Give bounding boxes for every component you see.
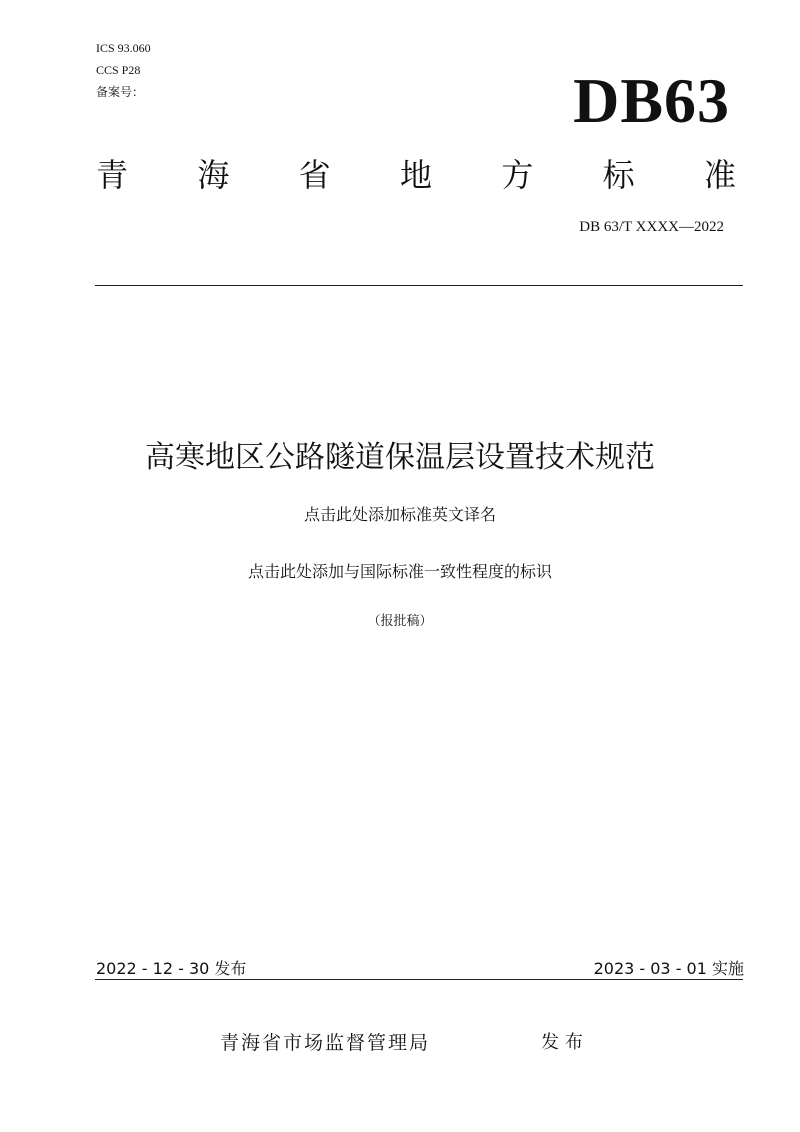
implement-date: 2023 - 03 - 01 实施 (593, 959, 744, 978)
ics-code: ICS 93.060 (96, 41, 151, 55)
standard-type-char: 方 (501, 156, 534, 194)
issuing-authority: 青海省市场监督管理局 (220, 1032, 431, 1054)
ccs-code: CCS P28 (96, 63, 141, 77)
record-number-label: 备案号： (96, 85, 145, 99)
header-divider (95, 285, 743, 286)
standard-type-char: 海 (197, 156, 230, 194)
english-title-placeholder: 点击此处添加标准英文译名 (303, 505, 496, 524)
footer-divider (95, 979, 743, 980)
standard-type-char: 青 (96, 156, 129, 194)
standard-type-heading (96, 150, 736, 200)
issue-label: 发布 (541, 1032, 589, 1053)
consistency-placeholder: 点击此处添加与国际标准一致性程度的标识 (247, 562, 552, 581)
standard-type-char: 地 (399, 156, 432, 194)
standard-number: DB 63/T XXXX—2022 (579, 219, 724, 235)
standard-type-char: 标 (602, 156, 635, 194)
draft-status: （报批稿） (367, 614, 433, 629)
standard-type-char: 省 (298, 156, 331, 194)
publish-date: 2022 - 12 - 30 发布 (96, 959, 247, 978)
document-title: 高寒地区公路隧道保温层设置技术规范 (145, 440, 655, 475)
standard-code-logo: DB63 (573, 65, 730, 136)
standard-type-char: 准 (703, 156, 736, 194)
